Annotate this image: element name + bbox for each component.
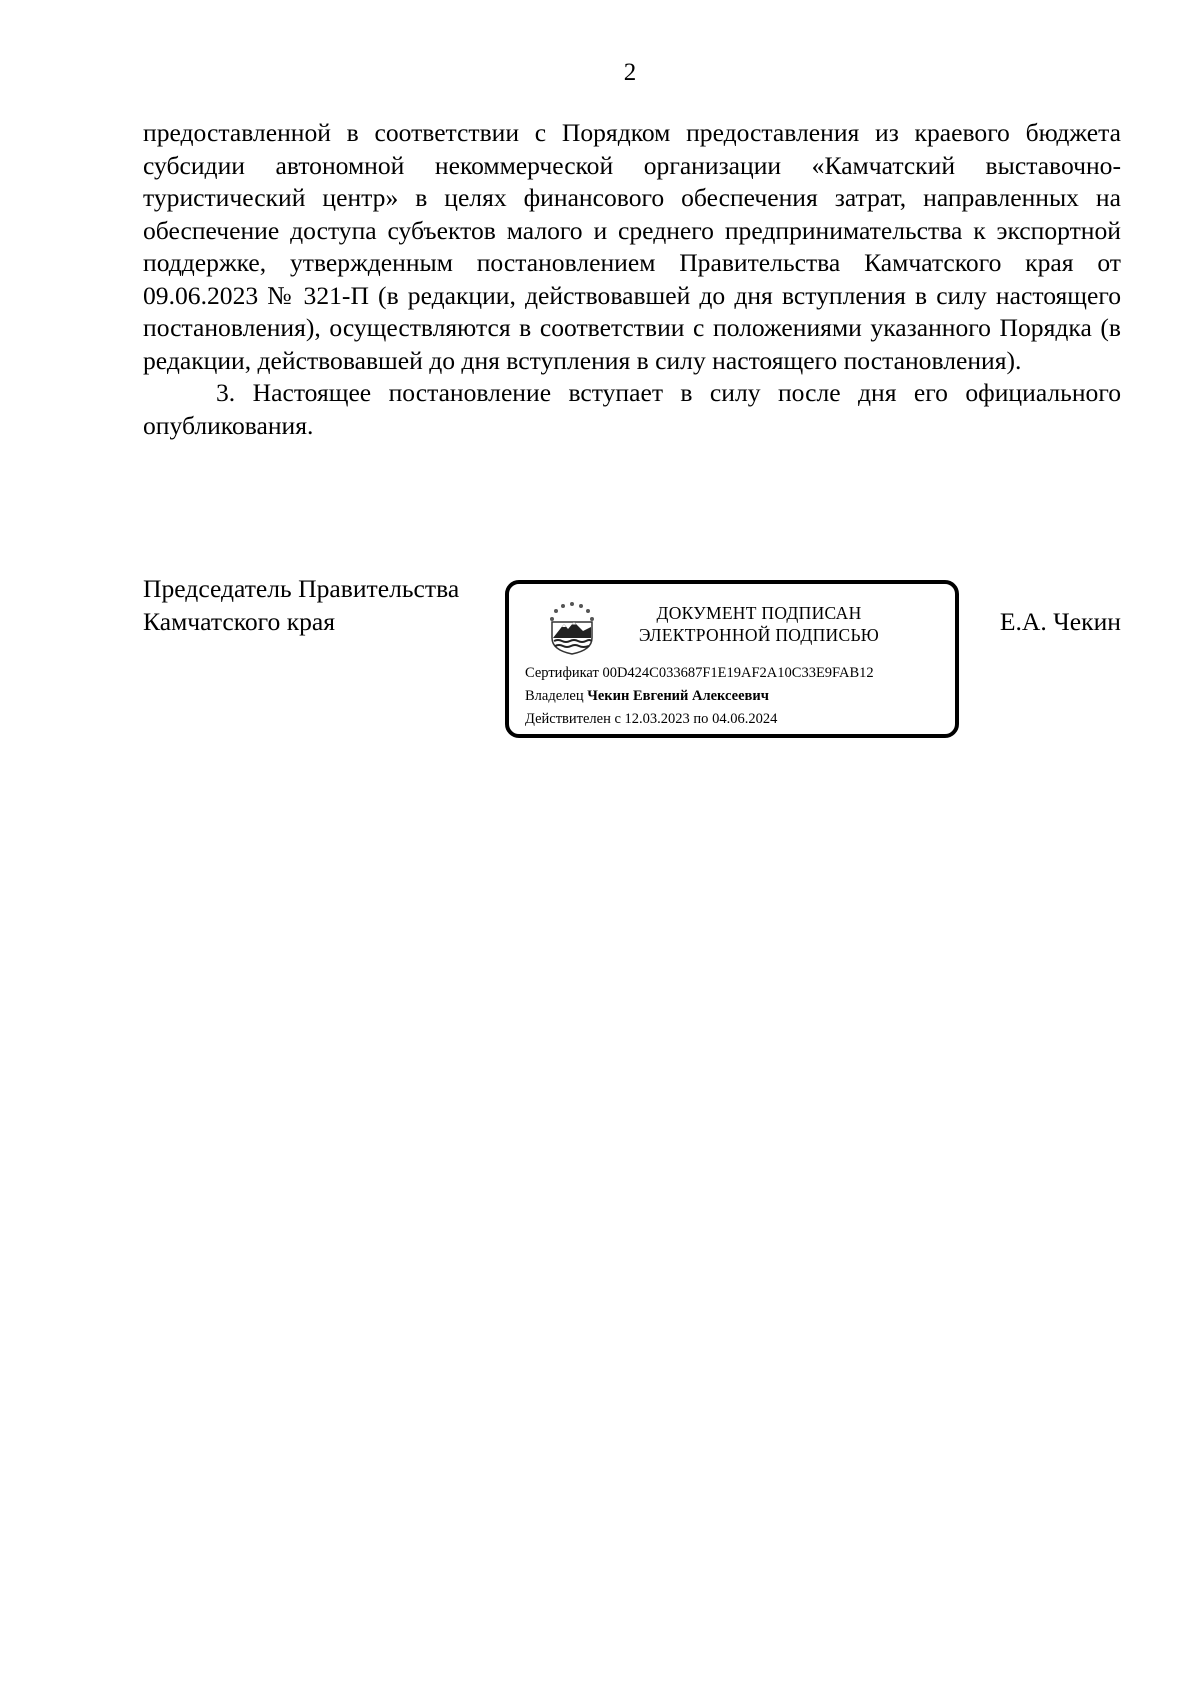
stamp-valid-to-label: по xyxy=(693,711,709,727)
stamp-certificate-label: Сертификат xyxy=(525,665,599,681)
stamp-valid-from-label: с xyxy=(614,711,621,727)
stamp-validity-row xyxy=(525,708,874,731)
stamp-certificate-value: 00D424C033687F1E19AF2A10C33E9FAB12 xyxy=(602,665,874,681)
stamp-title xyxy=(609,602,909,646)
stamp-owner-label: Владелец xyxy=(525,688,584,704)
kamchatka-emblem-icon xyxy=(546,600,598,656)
signer-position-line2: Камчатского края xyxy=(143,606,336,636)
stamp-title-line1: ДОКУМЕНТ ПОДПИСАН xyxy=(656,603,862,623)
stamp-valid-to: 04.06.2024 xyxy=(712,711,778,727)
stamp-owner-row xyxy=(525,685,874,708)
stamp-certificate-row xyxy=(525,662,874,685)
stamp-valid-label: Действителен xyxy=(525,711,611,727)
stamp-details xyxy=(525,662,874,731)
signer-position xyxy=(143,573,459,638)
paragraph-3: 3. Настоящее постановление вступает в силу после дня его официального опубликования. xyxy=(143,378,1121,440)
stamp-owner-value: Чекин Евгений Алексеевич xyxy=(587,688,769,704)
document-body xyxy=(143,117,1121,442)
page-number: 2 xyxy=(623,59,637,86)
paragraph-continuation: предоставленной в соответствии с Порядком предоставления из краевого бюджета субсидии автономной некоммерческой организации «Камчатский выставочно-туристический центр» в целях финансового обеспечения затрат, направленных на обеспечение доступа субъектов малого и среднего предпринимательства к экспортной поддержке, утвержденным постановлением Правительства Камчатского края от 09.06.2023 № 321-П (в редакции, действовавшей до дня вступления в силу настоящего постановления), осуществляются в соответствии с положениями указанного Порядка (в редакции, действовавшей до дня вступления в силу настоящего постановления). xyxy=(143,118,1121,375)
stamp-valid-from: 12.03.2023 xyxy=(624,711,690,727)
signer-position-line1: Председатель Правительства xyxy=(143,574,460,603)
electronic-signature-stamp xyxy=(505,580,959,738)
signer-name: Е.А. Чекин xyxy=(999,607,1121,636)
stamp-title-line2: ЭЛЕКТРОННОЙ ПОДПИСЬЮ xyxy=(638,625,880,645)
